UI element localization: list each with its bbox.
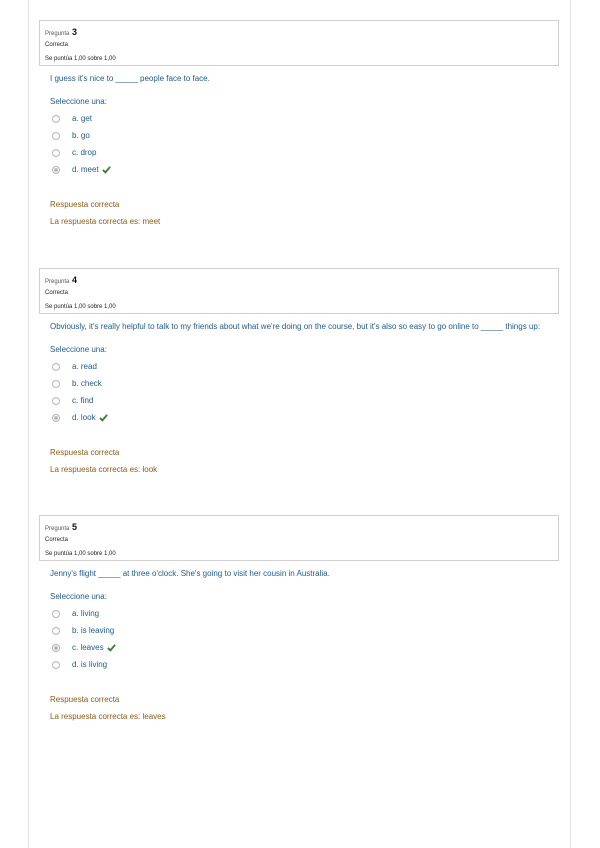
- select-one-prompt: Seleccione una:: [50, 345, 107, 354]
- radio-button-selected[interactable]: [52, 166, 60, 174]
- option-c[interactable]: c. leaves: [52, 639, 116, 656]
- question-state: Correcta: [45, 537, 69, 543]
- question-state: Correcta: [45, 42, 69, 48]
- check-icon: [102, 165, 111, 174]
- select-one-prompt: Seleccione una:: [50, 97, 107, 106]
- correct-answer: La respuesta correcta es: look: [50, 465, 158, 474]
- option-a[interactable]: a. get: [52, 110, 111, 127]
- option-d[interactable]: d. look: [52, 409, 108, 426]
- radio-button-selected[interactable]: [52, 414, 60, 422]
- question-grade: Se puntúa 1,00 sobre 1,00: [45, 551, 116, 557]
- question-number: Pregunta 3: [45, 27, 78, 37]
- correct-answer: La respuesta correcta es: meet: [50, 217, 161, 226]
- option-d[interactable]: d. is living: [52, 656, 116, 673]
- question-3: [0, 2, 600, 250]
- feedback-title: Respuesta correcta: [50, 200, 120, 209]
- check-icon: [99, 413, 108, 422]
- radio-button[interactable]: [52, 610, 60, 618]
- feedback-title: Respuesta correcta: [50, 695, 120, 704]
- radio-button[interactable]: [52, 115, 60, 123]
- question-4: [0, 250, 600, 498]
- option-c[interactable]: c. drop: [52, 144, 111, 161]
- radio-button[interactable]: [52, 132, 60, 140]
- question-number: Pregunta 4: [45, 275, 78, 285]
- question-text: Obviously, it's really helpful to talk to my friends about what we're doing on the course, but it's also so easy to go online to _____ things up:: [50, 322, 541, 331]
- question-text: I guess it's nice to _____ people face to face.: [50, 74, 210, 83]
- radio-button[interactable]: [52, 397, 60, 405]
- answer-options: [52, 110, 111, 178]
- question-info: [39, 515, 559, 561]
- question-grade: Se puntúa 1,00 sobre 1,00: [45, 304, 116, 310]
- option-a[interactable]: a. read: [52, 358, 108, 375]
- option-b[interactable]: b. check: [52, 375, 108, 392]
- answer-options: [52, 605, 116, 673]
- answer-options: [52, 358, 108, 426]
- question-text: Jenny's flight _____ at three o'clock. She's going to visit her cousin in Australia.: [50, 569, 330, 578]
- option-b[interactable]: b. go: [52, 127, 111, 144]
- correct-answer: La respuesta correcta es: leaves: [50, 712, 166, 721]
- radio-button[interactable]: [52, 380, 60, 388]
- question-5: [0, 497, 600, 745]
- question-state: Correcta: [45, 290, 69, 296]
- radio-button[interactable]: [52, 149, 60, 157]
- option-d[interactable]: d. meet: [52, 161, 111, 178]
- option-a[interactable]: a. living: [52, 605, 116, 622]
- question-info: [39, 20, 559, 66]
- check-icon: [107, 643, 116, 652]
- option-c[interactable]: c. find: [52, 392, 108, 409]
- option-b[interactable]: b. is leaving: [52, 622, 116, 639]
- radio-button[interactable]: [52, 627, 60, 635]
- question-info: [39, 268, 559, 314]
- select-one-prompt: Seleccione una:: [50, 592, 107, 601]
- radio-button-selected[interactable]: [52, 644, 60, 652]
- question-number: Pregunta 5: [45, 522, 78, 532]
- radio-button[interactable]: [52, 661, 60, 669]
- question-grade: Se puntúa 1,00 sobre 1,00: [45, 56, 116, 62]
- radio-button[interactable]: [52, 363, 60, 371]
- feedback-title: Respuesta correcta: [50, 448, 120, 457]
